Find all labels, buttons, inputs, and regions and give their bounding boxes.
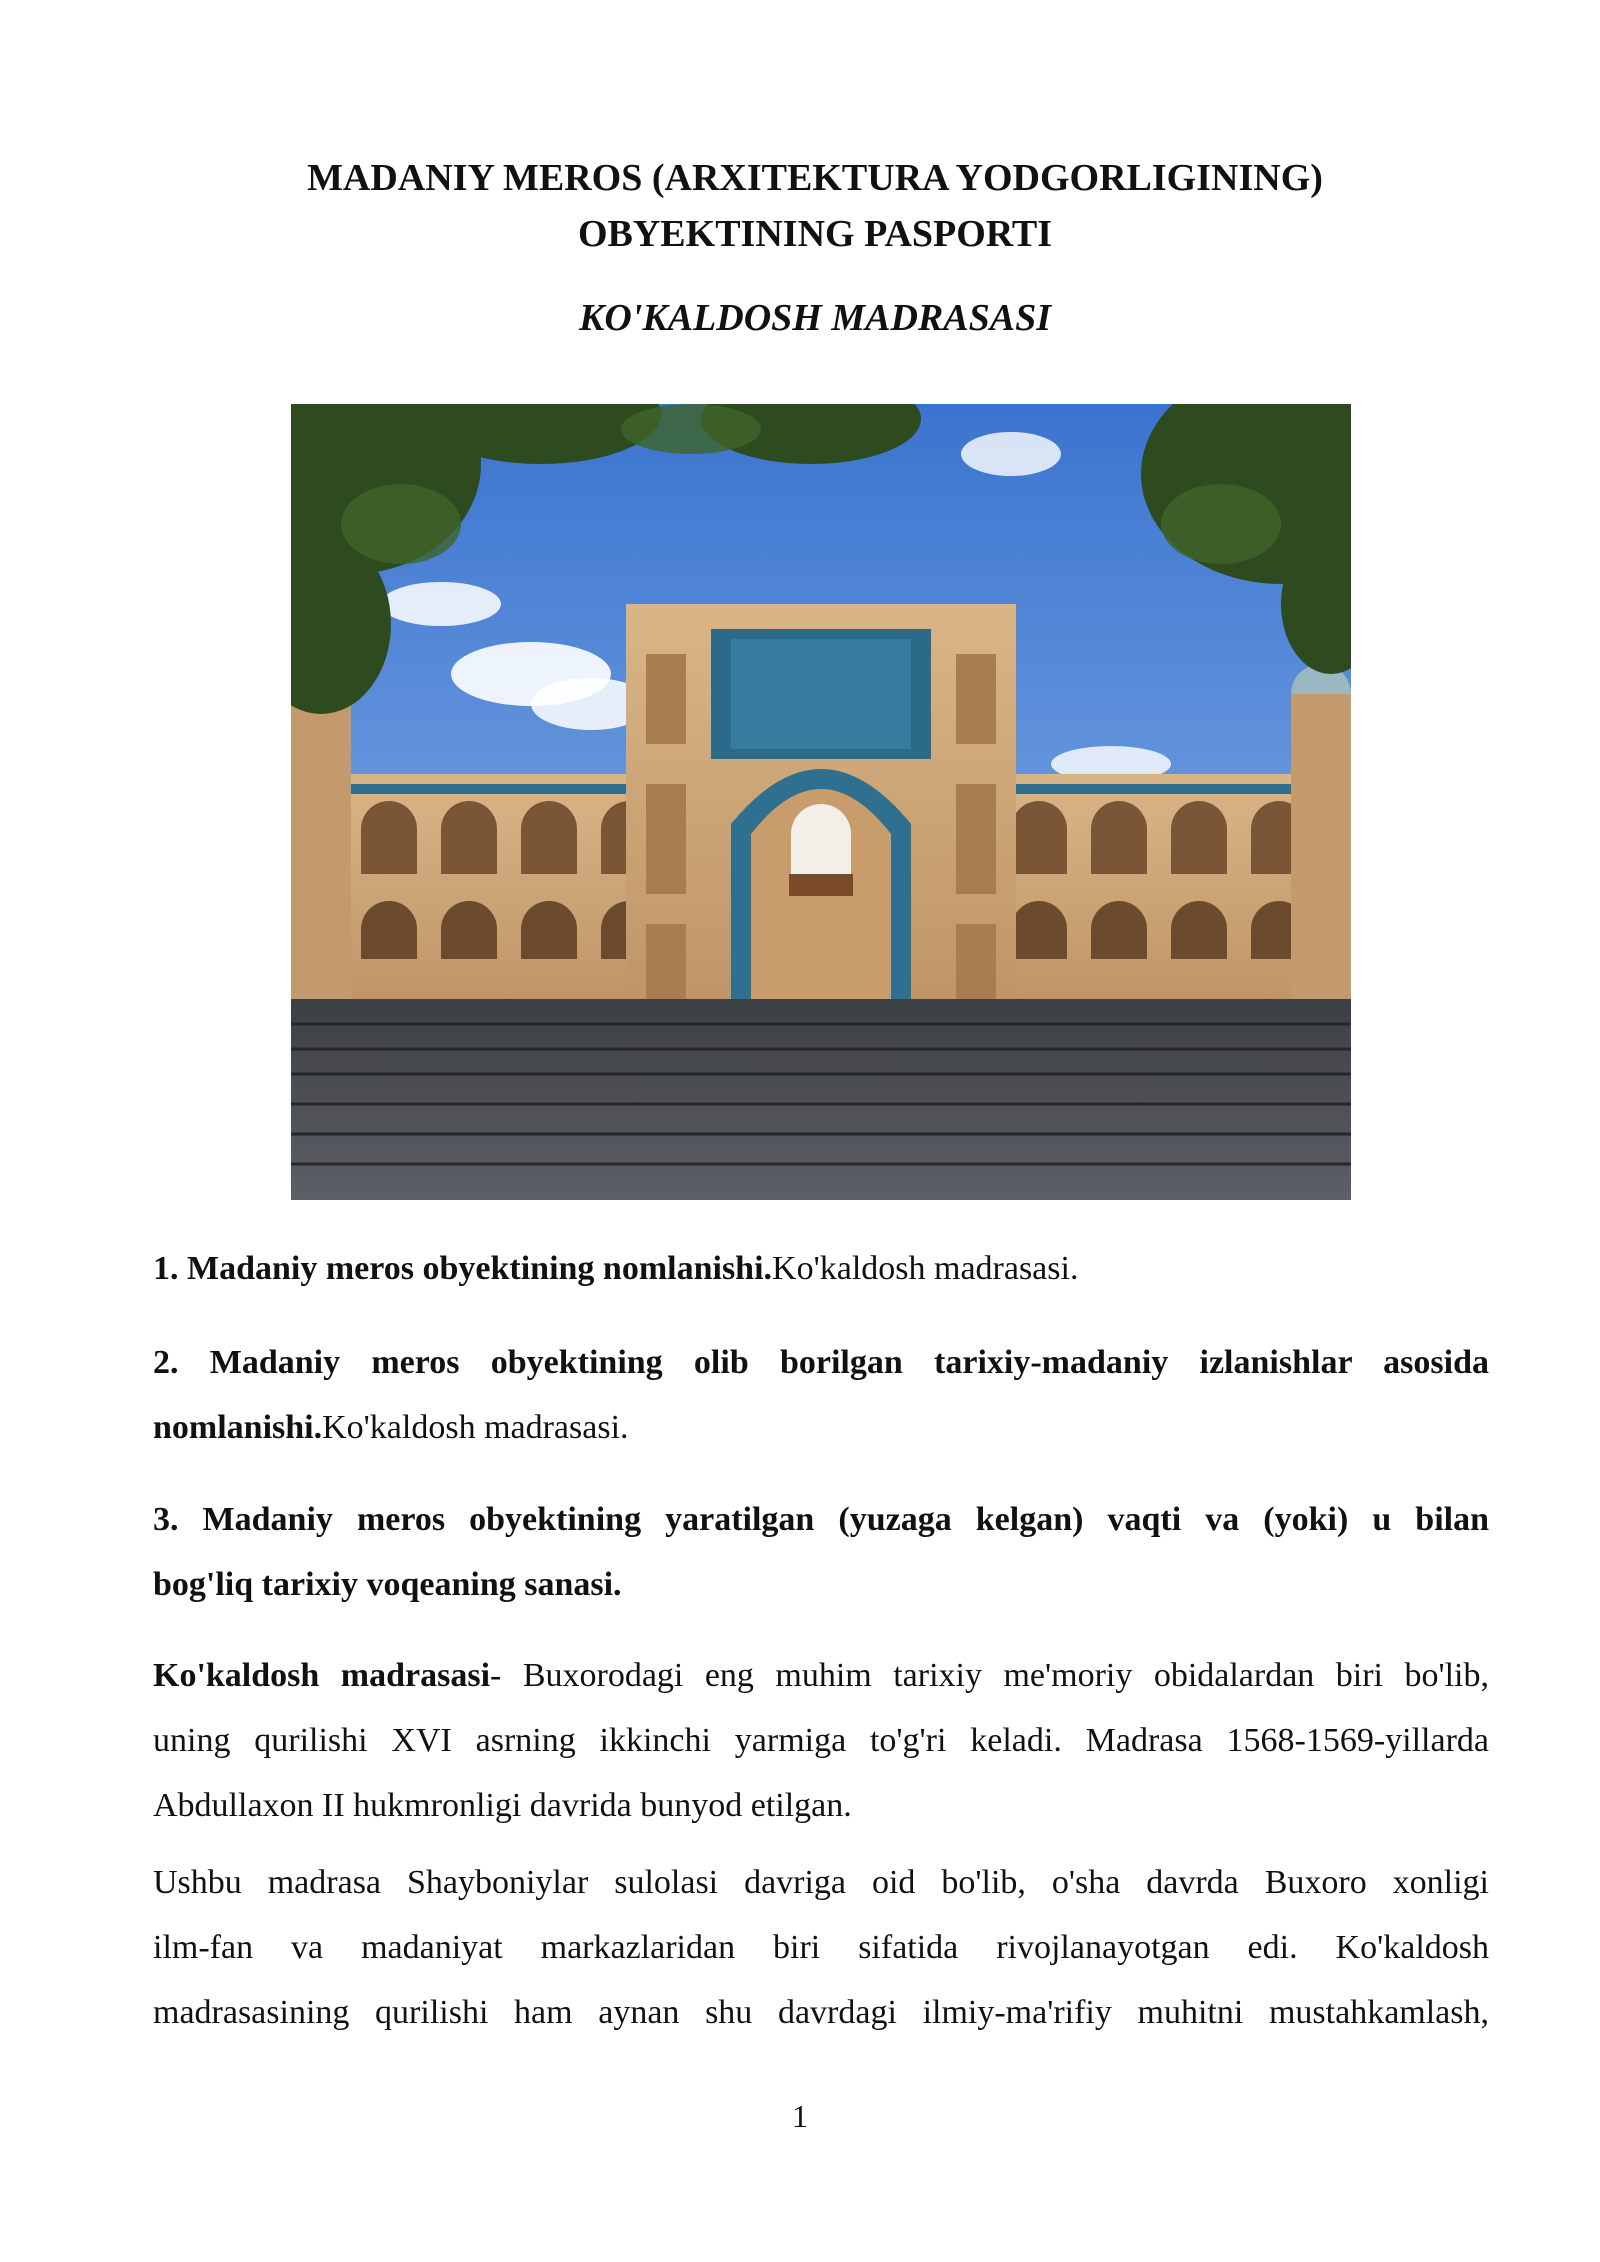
section-3 [153, 1487, 1489, 1617]
section-2-label-line-1: 2. Madaniy meros obyektining olib borilgan tarixiy-madaniy izlanishlar asosida [153, 1344, 1489, 1381]
section-1-label: 1. Madaniy meros obyektining nomlanishi. [153, 1250, 773, 1287]
body-paragraph-1 [153, 1643, 1489, 1838]
section-2-label-line-2: nomlanishi. [153, 1409, 323, 1446]
body-paragraph-2-line-1: Ushbu madrasa Shayboniylar sulolasi davriga oid bo'lib, o'sha davrda Buxoro xonligi [153, 1864, 1489, 1901]
body-paragraph-1-bold: Ko'kaldosh madrasasi [153, 1657, 491, 1694]
body-paragraph-1-line-1 [153, 1643, 1489, 1708]
section-3-label-line-2: bog'liq tarixiy voqeaning sanasi. [153, 1566, 622, 1603]
body-paragraph-1-text: - Buxorodagi eng muhim tarixiy me'moriy obidalardan biri bo'lib, [490, 1657, 1490, 1694]
document-title-line-1: MADANIY MEROS (ARXITEKTURA YODGORLIGINING) [307, 157, 1323, 199]
document-title-line-2: OBYEKTINING PASPORTI [577, 213, 1053, 255]
document-subtitle: KO'KALDOSH MADRASASI [579, 297, 1051, 339]
madrasa-photo [291, 404, 1351, 1200]
section-1-value: Ko'kaldosh madrasasi. [772, 1250, 1079, 1287]
body-paragraph-1-line-3: Abdullaxon II hukmronligi davrida bunyod etilgan. [153, 1787, 852, 1824]
body-paragraph-2-line-2: ilm-fan va madaniyat markazlaridan biri sifatida rivojlanayotgan edi. Ko'kaldosh [153, 1929, 1489, 1966]
section-2 [153, 1330, 1489, 1460]
section-2-line-2 [153, 1395, 1489, 1460]
body-paragraph-2-line-3: madrasasining qurilishi ham aynan shu davrdagi ilmiy-ma'rifiy muhitni mustahkamlash, [153, 1994, 1489, 2031]
body-paragraph-1-line-2: uning qurilishi XVI asrning ikkinchi yarmiga to'g'ri keladi. Madrasa 1568-1569-yillarda [153, 1722, 1489, 1759]
section-2-value: Ko'kaldosh madrasasi. [322, 1409, 629, 1446]
madrasa-illustration [291, 404, 1351, 1200]
section-1 [153, 1236, 1489, 1301]
body-paragraph-2 [153, 1850, 1489, 2045]
section-3-label-line-1: 3. Madaniy meros obyektining yaratilgan (yuzaga kelgan) vaqti va (yoki) u bilan [153, 1501, 1489, 1538]
page-number: 1 [792, 2098, 808, 2134]
